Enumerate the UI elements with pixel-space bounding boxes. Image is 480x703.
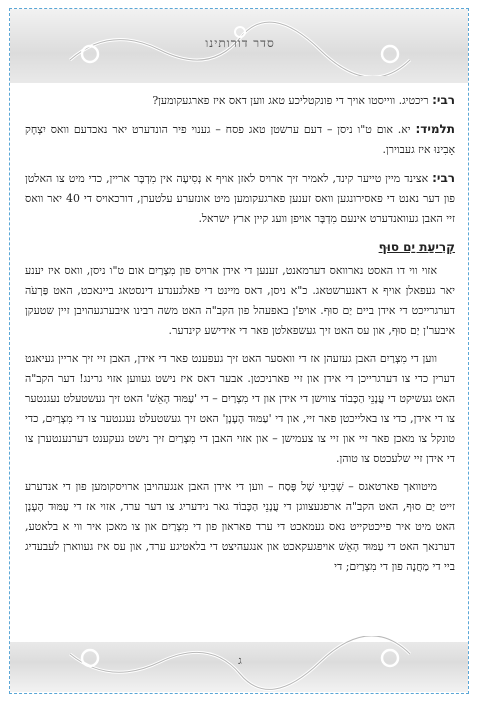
speaker-label: רבי: [432, 93, 455, 107]
dialogue-text: אצינד מיין טייער קינד, לאמיר זיך ארויס לאזן אויף א נְסִיעָה אין מִדְבָּר אריין, כדי מיט צו האלטן פון דער נאנט די פאסירונגען וואס זענען פארגעקומען מיט אונזערע עלטערן, דורכאויס די 40 יאר וואס זיי האבן געוואנדערט אינעם מִדְבָּר אויפן וועג קיין ארץ ישראל. [25, 172, 456, 225]
main-text [25, 90, 455, 585]
speaker-label: תלמיד: [415, 122, 455, 136]
running-header-title: סדר דורותינו [205, 36, 275, 50]
page-number: ג [238, 654, 242, 667]
section-heading: קְרִיעַת יַם סוּף [378, 240, 455, 254]
paragraph: אזוי ווי דו האסט נארוואס דערמאנט, זענען די אידן ארויס פון מִצְרַיִם אום ט"ו ניסן, וואס איז יענע יאר געפאלן אויף א דאנערשטאג. כ"א ניסן, דאס מיינט די פאלגענדע דינסטאג ביינאכט, האט פַּרְעֹה דערגרייכט די אידן ביים יַם סוּף. אויפ'ן באפעהל פון הקב"ה האט משה רבינו איבערגעהויבן זיין שטעקן איבער'ן יַם סוּף, און עס האט זיך געשפאלטן פאר די אידישע קינדער. [25, 264, 455, 337]
dialogue-rebbe-intro [25, 168, 455, 229]
speaker-label: רבי: [432, 171, 455, 185]
dialogue-student-answer [25, 119, 455, 160]
paragraph: מיטוואך פארטאגס – שְׁבִיעִי שֶׁל פֶּסַח – ווען די אידן האבן אנגעהויבן ארויסקומען פון די אנדערע זייט יַם סוּף, האט הקב"ה ארפגעצווגן די עֲנָנֵי הַכָּבוֹד גאר נידעריג צו דער ערד, אזוי אז די עַמּוּד הֶעָנָן האט מיט איר פייכטקייט נאס געמאכט די ערד פאראון פון די מִצְרַיִם און צו מאכן איר ווי א בלאטע, דערנאך האט די עַמּוּד הָאֵשׁ אויפגעקאכט און אנגעהיצט די בלאטיגע ערד, און עס איז געווארן לעבעדיג ביי די מַחֲנֶה פון די מִצְרַיִם; די [25, 480, 455, 573]
paragraph: ווען די מִצְרַיִם האבן געזעהן אז די וואסער האט זיך געפענט פאר די אידן, האבן זיי זיך אריין געיאגט דערין כדי צו דערגרייכן די אידן און זיי פארניכטן. אבער דאס איז נישט געווען אזוי גרינג! דער הקב"ה האט געשיקט די עֲנָנֵי הַכָּבוֹד צווישן די אידן און די מִצְרַיִם – די 'עַמּוּד הָאֵשׁ' האט זיך געשטעלט נעגנטער צו די אידן, כדי צו באלייכטן פאר זיי, און די 'עַמּוּד הֶעָנָן' האט זיך געשטעלט נעגנטער צו די מִצְרַיִם, כדי טונקל צו מאכן פאר זיי און זיי צו צעמישן – און אזוי האבן די מִצְרַיִם זיך נישט געקענט דערנענטערן צו די אידן זיי שלעכטס צו טוהן. [25, 352, 455, 465]
dialogue-text: יא. אום ט"ו ניסן – דעם ערשטן טאג פסח – גענוי פיר הונדערט יאר נאכדעם וואס יִצְחָק אָבִינוּ איז געבוירן. [25, 123, 455, 156]
dialogue-text: ריכטיג. ווייסטו אויך די פונקטליכע טאג ווען דאס איז פארגעקומען? [152, 94, 429, 107]
dialogue-rebbe-question [25, 90, 455, 111]
